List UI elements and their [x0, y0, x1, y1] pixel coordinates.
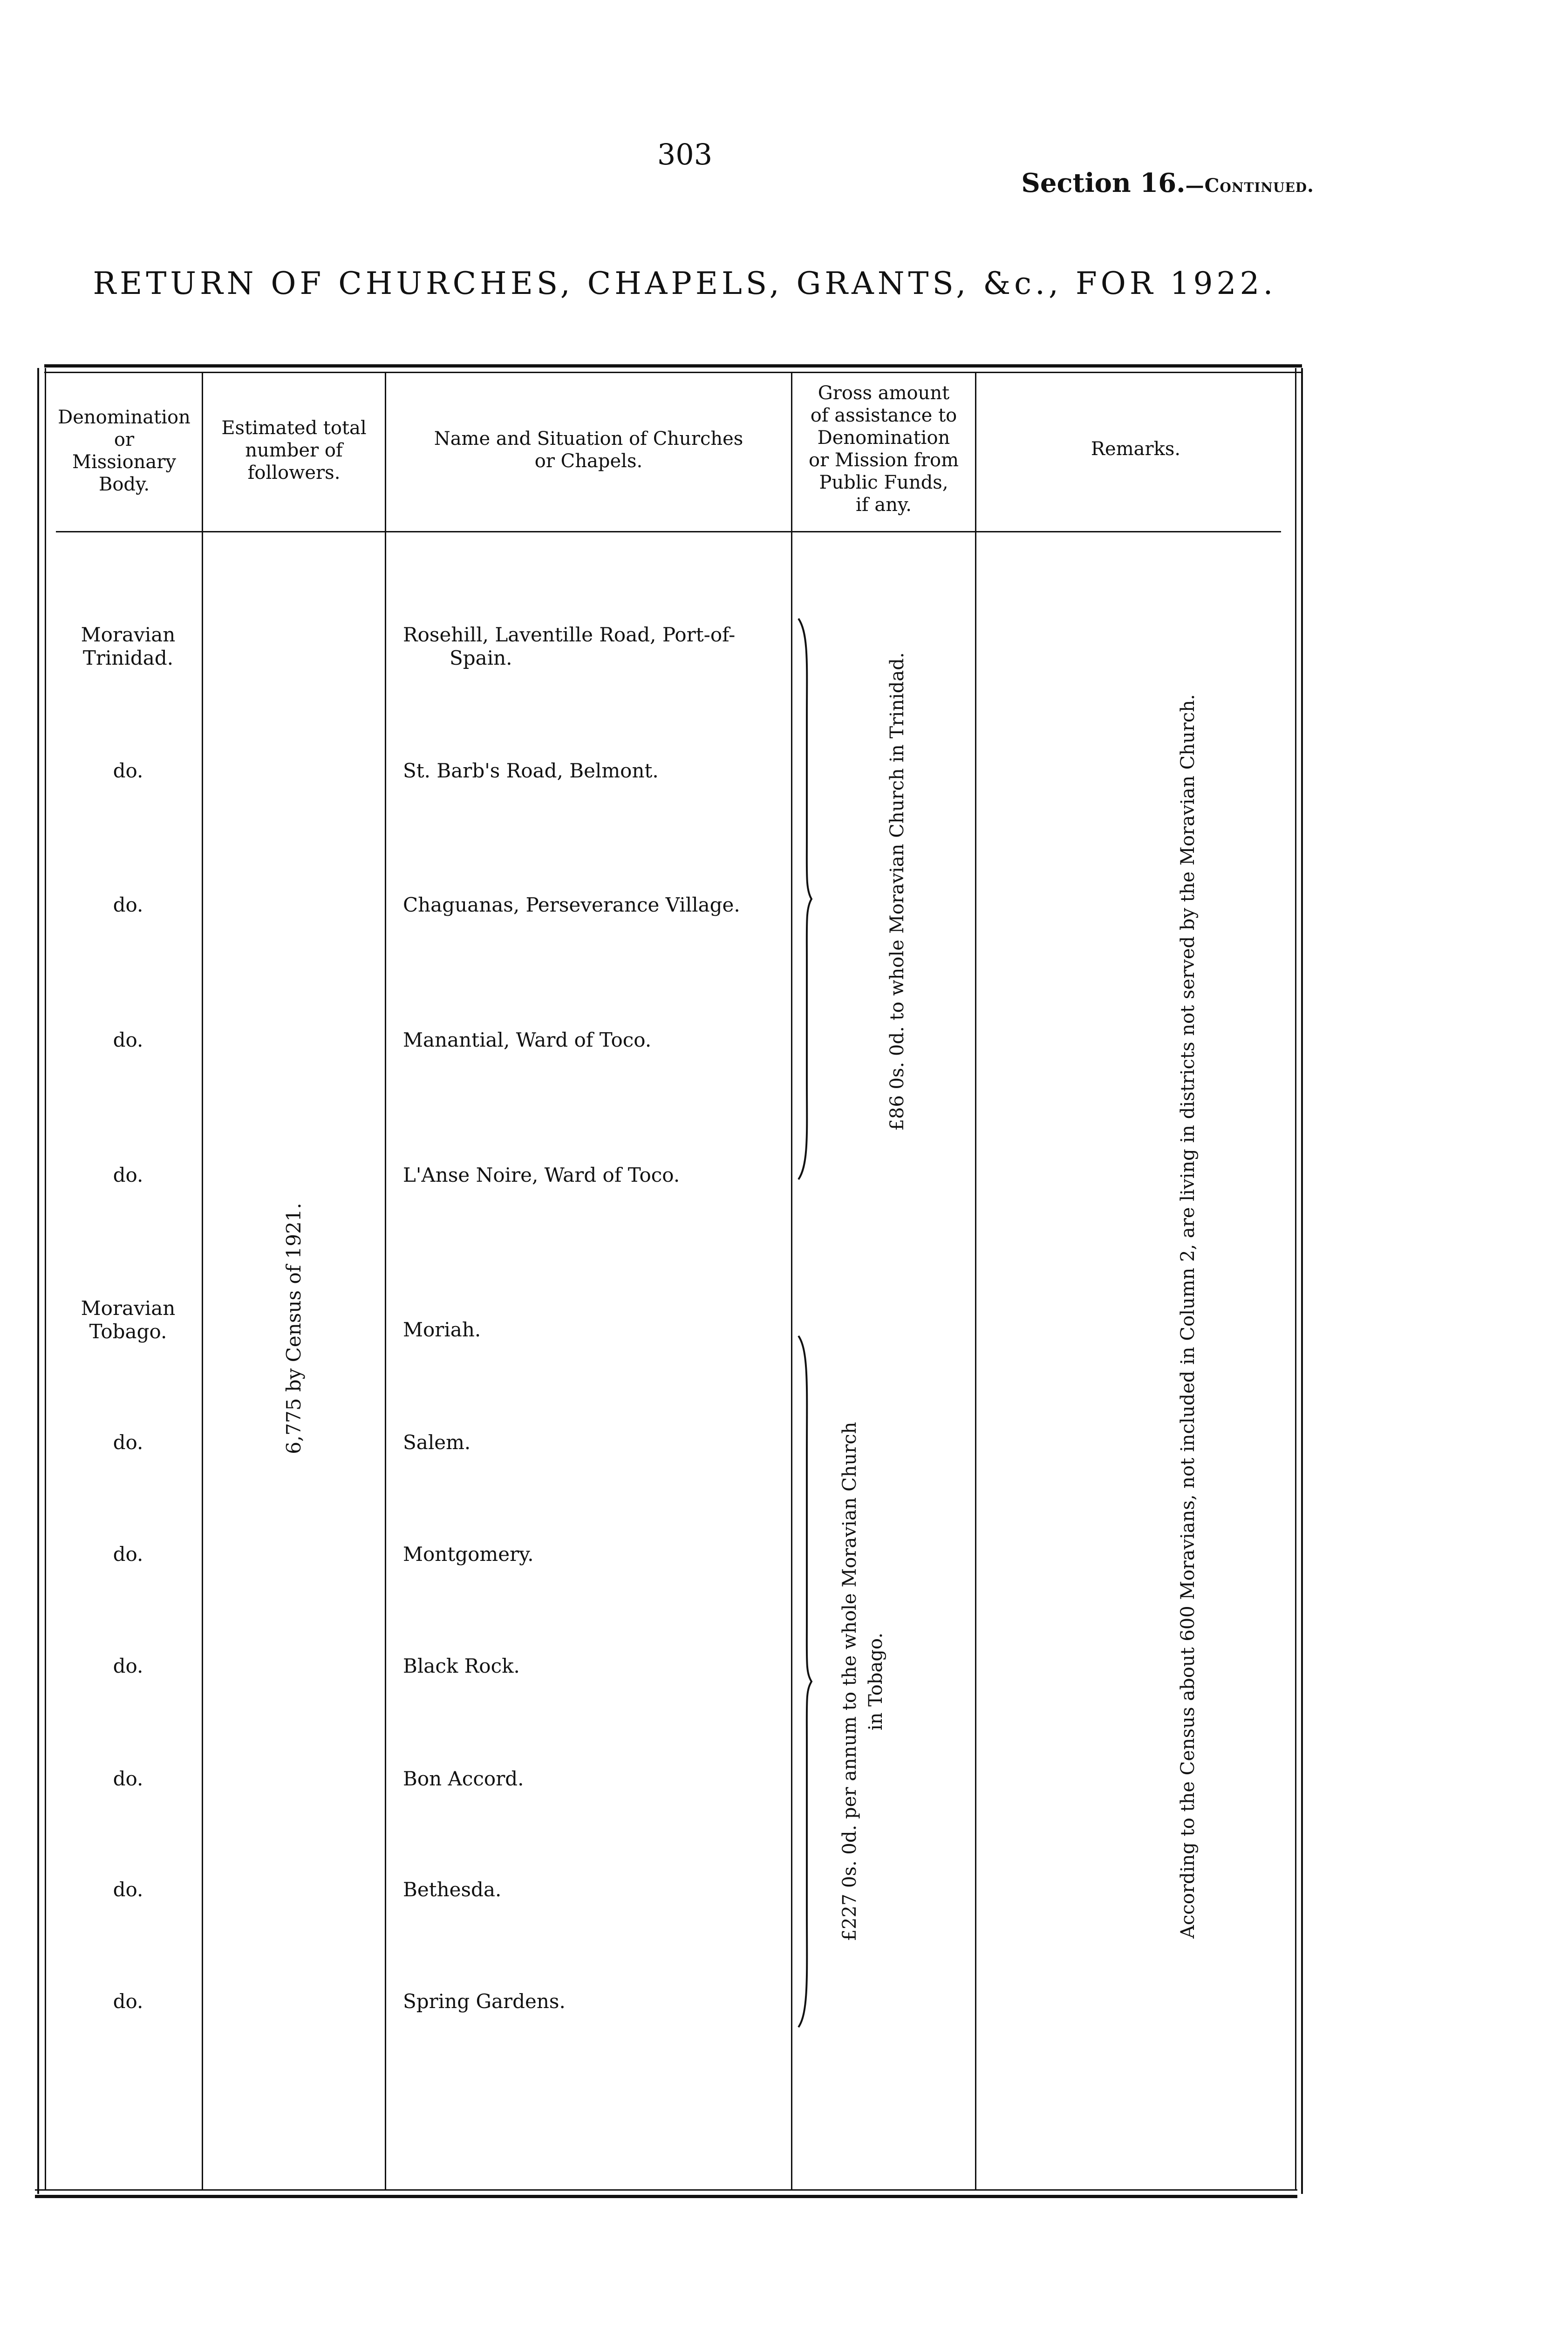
- header-line: Missionary: [72, 451, 176, 473]
- denomination-line: Moravian: [81, 623, 176, 646]
- denomination-line: Tobago.: [89, 1320, 167, 1343]
- row-5-denomination: do.: [113, 1164, 143, 1186]
- trinidad-brace: [792, 615, 820, 1183]
- header-name: [386, 428, 791, 472]
- denomination-line: Trinidad.: [82, 647, 174, 669]
- top-rule-thin: [44, 372, 1302, 373]
- col-divider-4: [975, 373, 976, 2189]
- row-8-denomination: do.: [113, 1543, 143, 1566]
- header-line: of assistance to: [810, 405, 957, 426]
- col-divider-2: [385, 373, 386, 2189]
- section-label: [1021, 168, 1314, 198]
- row-4-denomination: do.: [113, 1028, 143, 1051]
- header-line: Name and Situation of Churches: [434, 428, 743, 449]
- header-denomination: [47, 406, 202, 496]
- right-border-outer: [1301, 368, 1303, 2194]
- tobago-grant-line: in Tobago.: [865, 1632, 886, 1731]
- header-remarks: [976, 438, 1295, 460]
- right-border-inner: [1295, 368, 1296, 2189]
- row-9-denomination: do.: [113, 1655, 143, 1677]
- tobago-grant-line: £227 0s. 0d. per annum to the whole Moravian Church: [839, 1422, 860, 1941]
- header-line: Denomination: [58, 407, 191, 428]
- page-number: 303: [657, 137, 713, 171]
- header-followers: [203, 417, 385, 484]
- header-line: or Mission from: [808, 449, 959, 471]
- trinidad-grant: £86 0s. 0d. to whole Moravian Church in Trinidad.: [886, 652, 908, 1131]
- row-9-place: Black Rock.: [403, 1655, 520, 1677]
- top-rule-thick: [44, 364, 1302, 368]
- row-11-place: Bethesda.: [403, 1878, 502, 1901]
- row-12-denomination: do.: [113, 1990, 143, 2013]
- header-line: Public Funds,: [819, 472, 948, 493]
- followers-note: 6,775 by Census of 1921.: [282, 1203, 305, 1454]
- header-line: Estimated total: [221, 417, 367, 439]
- bottom-rule-thick: [35, 2195, 1297, 2198]
- left-border-outer: [37, 368, 39, 2194]
- header-line: if any.: [856, 494, 912, 516]
- header-line: Remarks.: [1091, 438, 1181, 460]
- header-assistance: [792, 382, 975, 516]
- row-1-place: [403, 623, 735, 670]
- header-line: or Chapels.: [534, 450, 643, 472]
- header-line: Body.: [98, 474, 150, 495]
- row-1-denomination: [42, 623, 214, 670]
- denomination-line: Moravian: [81, 1297, 176, 1320]
- place-line: Rosehill, Laventille Road, Port-of-: [403, 623, 736, 646]
- row-11-denomination: do.: [113, 1878, 143, 1901]
- row-2-place: St. Barb's Road, Belmont.: [403, 759, 659, 782]
- header-rule: [56, 531, 1281, 532]
- row-10-place: Bon Accord.: [403, 1767, 524, 1790]
- row-4-place: Manantial, Ward of Toco.: [403, 1028, 652, 1051]
- tobago-brace: [792, 1332, 820, 2031]
- row-7-denomination: do.: [113, 1431, 143, 1454]
- row-8-place: Montgomery.: [403, 1543, 534, 1566]
- section-label-main: Section 16.: [1021, 168, 1186, 198]
- row-3-denomination: do.: [113, 893, 143, 916]
- row-6-denomination: [42, 1297, 214, 1343]
- header-line: Gross amount: [818, 382, 950, 404]
- header-line: Denomination: [817, 427, 950, 449]
- header-line: followers.: [247, 462, 341, 484]
- header-line: or: [114, 429, 135, 450]
- remarks-text: According to the Census about 600 Moravians, not included in Column 2, are living in districts not served by the Moravian Church.: [1177, 694, 1199, 1939]
- row-12-place: Spring Gardens.: [403, 1990, 566, 2013]
- page-title: RETURN OF CHURCHES, CHAPELS, GRANTS, &c., FOR 1922.: [93, 266, 1277, 301]
- place-line: Spain.: [450, 647, 512, 669]
- row-3-place: Chaguanas, Perseverance Village.: [403, 893, 740, 916]
- row-6-place: Moriah.: [403, 1318, 481, 1341]
- row-2-denomination: do.: [113, 759, 143, 782]
- header-line: number of: [245, 440, 343, 461]
- tobago-grant: [837, 1379, 893, 1984]
- bottom-rule-thin: [35, 2189, 1297, 2191]
- row-10-denomination: do.: [113, 1767, 143, 1790]
- row-5-place: L'Anse Noire, Ward of Toco.: [403, 1164, 680, 1186]
- row-7-place: Salem.: [403, 1431, 471, 1454]
- section-label-suffix: —Continued.: [1185, 175, 1314, 197]
